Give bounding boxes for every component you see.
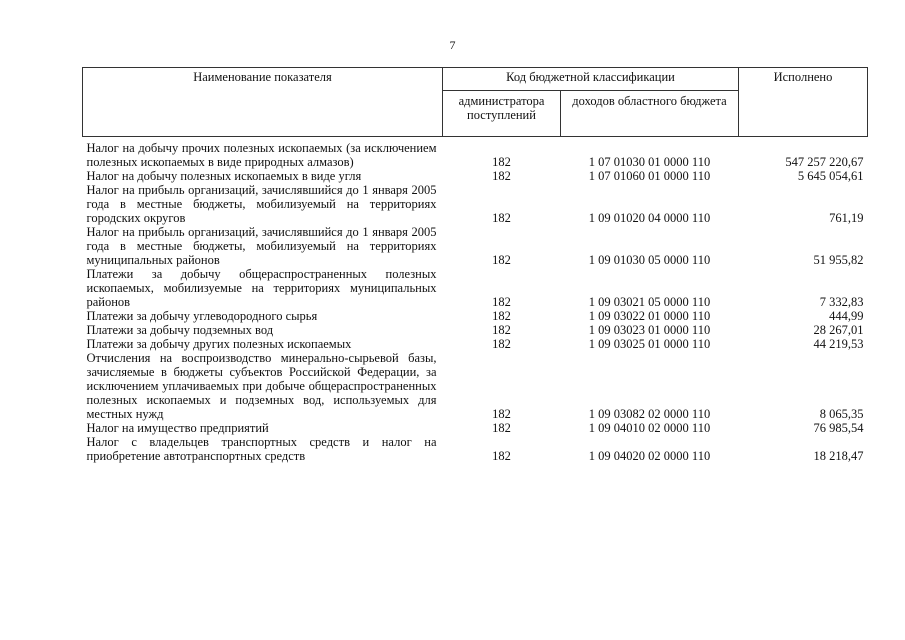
table-row bbox=[83, 323, 868, 337]
row-executed: 28 267,01 bbox=[813, 323, 864, 337]
table-row bbox=[83, 267, 868, 309]
row-executed: 547 257 220,67 bbox=[785, 155, 864, 169]
row-name: Налог на добычу прочих полезных ископаемых (за исключением полезных ископаемых в виде природных алмазов) bbox=[86, 141, 437, 169]
column-header-code-group: Код бюджетной классификации bbox=[443, 68, 739, 91]
row-income-code: 1 09 01030 05 0000 110 bbox=[588, 253, 711, 267]
row-executed: 5 645 054,61 bbox=[797, 169, 864, 183]
row-name: Налог с владельцев транспортных средств и налог на приобретение автотранспортных средств bbox=[86, 435, 437, 463]
row-executed: 444,99 bbox=[829, 309, 864, 323]
row-income-code: 1 07 01060 01 0000 110 bbox=[588, 169, 711, 183]
row-executed: 761,19 bbox=[829, 211, 864, 225]
row-income-code: 1 09 03023 01 0000 110 bbox=[588, 323, 711, 337]
row-executed: 51 955,82 bbox=[813, 253, 864, 267]
row-admin-code: 182 bbox=[492, 407, 511, 421]
row-admin-code: 182 bbox=[492, 421, 511, 435]
row-income-code: 1 09 04010 02 0000 110 bbox=[588, 421, 711, 435]
row-name: Платежи за добычу других полезных ископаемых bbox=[86, 337, 352, 351]
row-admin-code: 182 bbox=[492, 337, 511, 351]
row-admin-code: 182 bbox=[492, 309, 511, 323]
row-name: Налог на имущество предприятий bbox=[86, 421, 269, 435]
row-admin-code: 182 bbox=[492, 253, 511, 267]
row-executed: 7 332,83 bbox=[819, 295, 864, 309]
table-row bbox=[83, 183, 868, 225]
row-executed: 8 065,35 bbox=[819, 407, 864, 421]
row-income-code: 1 09 03082 02 0000 110 bbox=[588, 407, 711, 421]
row-admin-code: 182 bbox=[492, 169, 511, 183]
row-admin-code: 182 bbox=[492, 323, 511, 337]
row-income-code: 1 09 01020 04 0000 110 bbox=[588, 211, 711, 225]
row-admin-code: 182 bbox=[492, 155, 511, 169]
row-executed: 44 219,53 bbox=[813, 337, 864, 351]
row-admin-code: 182 bbox=[492, 449, 511, 463]
row-name: Платежи за добычу углеводородного сырья bbox=[86, 309, 318, 323]
table-body bbox=[83, 137, 868, 464]
row-executed: 76 985,54 bbox=[813, 421, 864, 435]
column-header-executed: Исполнено bbox=[739, 68, 868, 137]
row-income-code: 1 09 03022 01 0000 110 bbox=[588, 309, 711, 323]
table-row bbox=[83, 351, 868, 421]
budget-table bbox=[82, 67, 868, 463]
column-header-income: доходов областного бюджета bbox=[561, 91, 739, 137]
table-row bbox=[83, 309, 868, 323]
table-row bbox=[83, 137, 868, 170]
page-number: 7 bbox=[449, 38, 456, 52]
table-row bbox=[83, 169, 868, 183]
row-income-code: 1 09 04020 02 0000 110 bbox=[588, 449, 711, 463]
column-header-admin: администратора поступлений bbox=[443, 91, 561, 137]
table-row bbox=[83, 421, 868, 435]
row-income-code: 1 07 01030 01 0000 110 bbox=[588, 155, 711, 169]
table-row bbox=[83, 225, 868, 267]
row-admin-code: 182 bbox=[492, 211, 511, 225]
table-row bbox=[83, 435, 868, 463]
table-row bbox=[83, 337, 868, 351]
row-name: Налог на добычу полезных ископаемых в виде угля bbox=[86, 169, 362, 183]
row-name: Платежи за добычу общераспространенных полезных ископаемых, мобилизуемые на территориях муниципальных районов bbox=[86, 267, 437, 309]
column-header-name: Наименование показателя bbox=[83, 68, 443, 137]
row-name: Налог на прибыль организаций, зачислявшийся до 1 января 2005 года в местные бюджеты, мобилизуемый на территориях муниципальных районов bbox=[86, 225, 437, 267]
row-name: Налог на прибыль организаций, зачислявшийся до 1 января 2005 года в местные бюджеты, мобилизуемый на территориях городских округов bbox=[86, 183, 437, 225]
row-name: Платежи за добычу подземных вод bbox=[86, 323, 274, 337]
table-header bbox=[83, 68, 868, 137]
row-income-code: 1 09 03021 05 0000 110 bbox=[588, 295, 711, 309]
row-name: Отчисления на воспроизводство минерально-сырьевой базы, зачисляемые в бюджеты субъектов Российской Федерации, за исключением уплачиваемых при добыче общераспространенных полезных ископаемых и подземных вод, используемых для местных нужд bbox=[86, 351, 437, 421]
row-executed: 18 218,47 bbox=[813, 449, 864, 463]
row-income-code: 1 09 03025 01 0000 110 bbox=[588, 337, 711, 351]
row-admin-code: 182 bbox=[492, 295, 511, 309]
